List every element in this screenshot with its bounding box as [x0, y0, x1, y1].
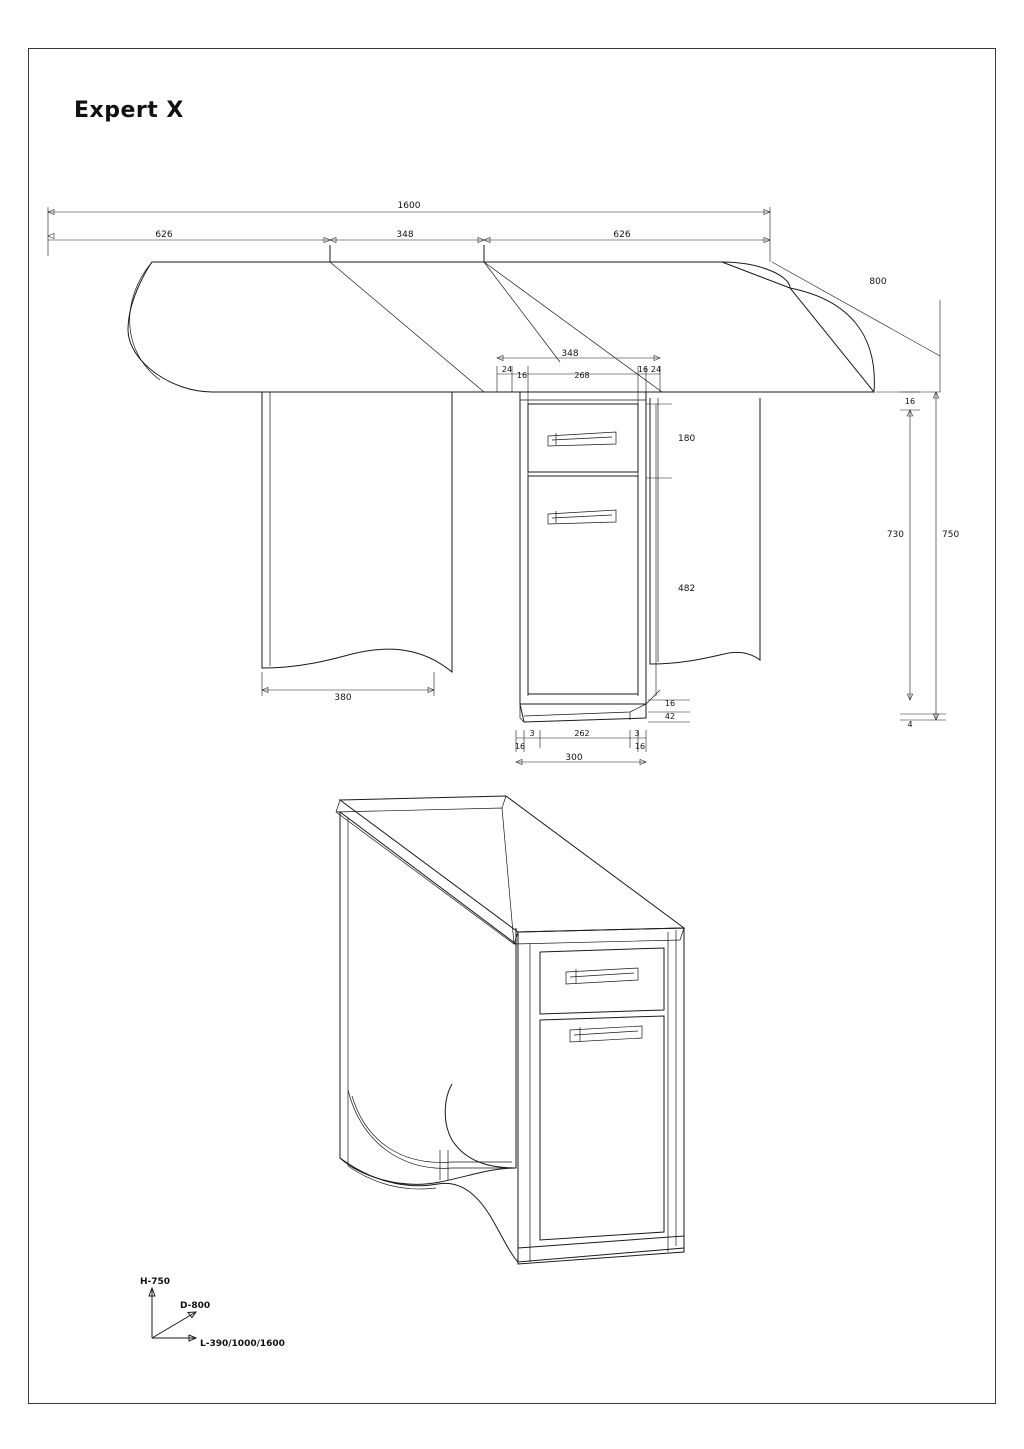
dim-right-leaf: 626 [613, 230, 631, 240]
dim-base-right-panel: 16 [634, 742, 646, 751]
drawer-handle-icon-iso [566, 968, 638, 984]
dim-panel-left-inner: 16 [516, 371, 528, 380]
dim-base-left-edge: 3 [529, 729, 535, 738]
front-view-right-dimensions [646, 392, 959, 729]
dim-base-right-edge: 3 [634, 729, 640, 738]
top-view-dimension-chain [48, 230, 770, 243]
top-view-dimension-depth [772, 262, 940, 392]
dim-total-height: 750 [942, 530, 960, 540]
isometric-view [336, 796, 684, 1264]
drawer-handle-icon [548, 432, 616, 446]
dim-foot-clearance: 4 [907, 720, 913, 729]
dim-inner-height: 730 [886, 530, 904, 540]
dim-top-thickness: 16 [904, 397, 916, 406]
dim-base-center: 262 [574, 729, 590, 738]
dim-base-left-panel: 16 [514, 742, 526, 751]
axis-legend [140, 1277, 285, 1349]
dim-leg-panel-width: 380 [334, 693, 352, 703]
dim-base-total: 300 [565, 753, 583, 763]
dim-panel-right-inner: 16 [637, 365, 649, 374]
dim-drawer-height: 180 [678, 434, 696, 444]
dim-panel-left-outer: 24 [501, 365, 513, 374]
page-title: Expert X [74, 98, 184, 123]
dim-plinth-thickness: 16 [664, 699, 676, 708]
front-view-bottom-dimensions [262, 672, 646, 765]
axis-depth-label: D-800 [180, 1301, 211, 1311]
dim-left-leaf: 626 [155, 230, 173, 240]
dim-panel-right-outer: 24 [650, 365, 662, 374]
door-handle-icon-iso [570, 1026, 642, 1042]
dim-depth: 800 [869, 277, 887, 287]
dim-center-top: 348 [396, 230, 414, 240]
door-handle-icon [548, 510, 616, 524]
dim-cabinet-top-width: 348 [561, 349, 579, 359]
axis-height-label: H-750 [140, 1277, 171, 1287]
dim-door-height: 482 [678, 584, 696, 594]
axis-length-label: L-390/1000/1600 [200, 1339, 285, 1349]
dim-plinth-height: 42 [664, 712, 676, 721]
dim-overall-width: 1600 [397, 201, 421, 211]
dim-drawer-front-width: 268 [574, 371, 590, 380]
